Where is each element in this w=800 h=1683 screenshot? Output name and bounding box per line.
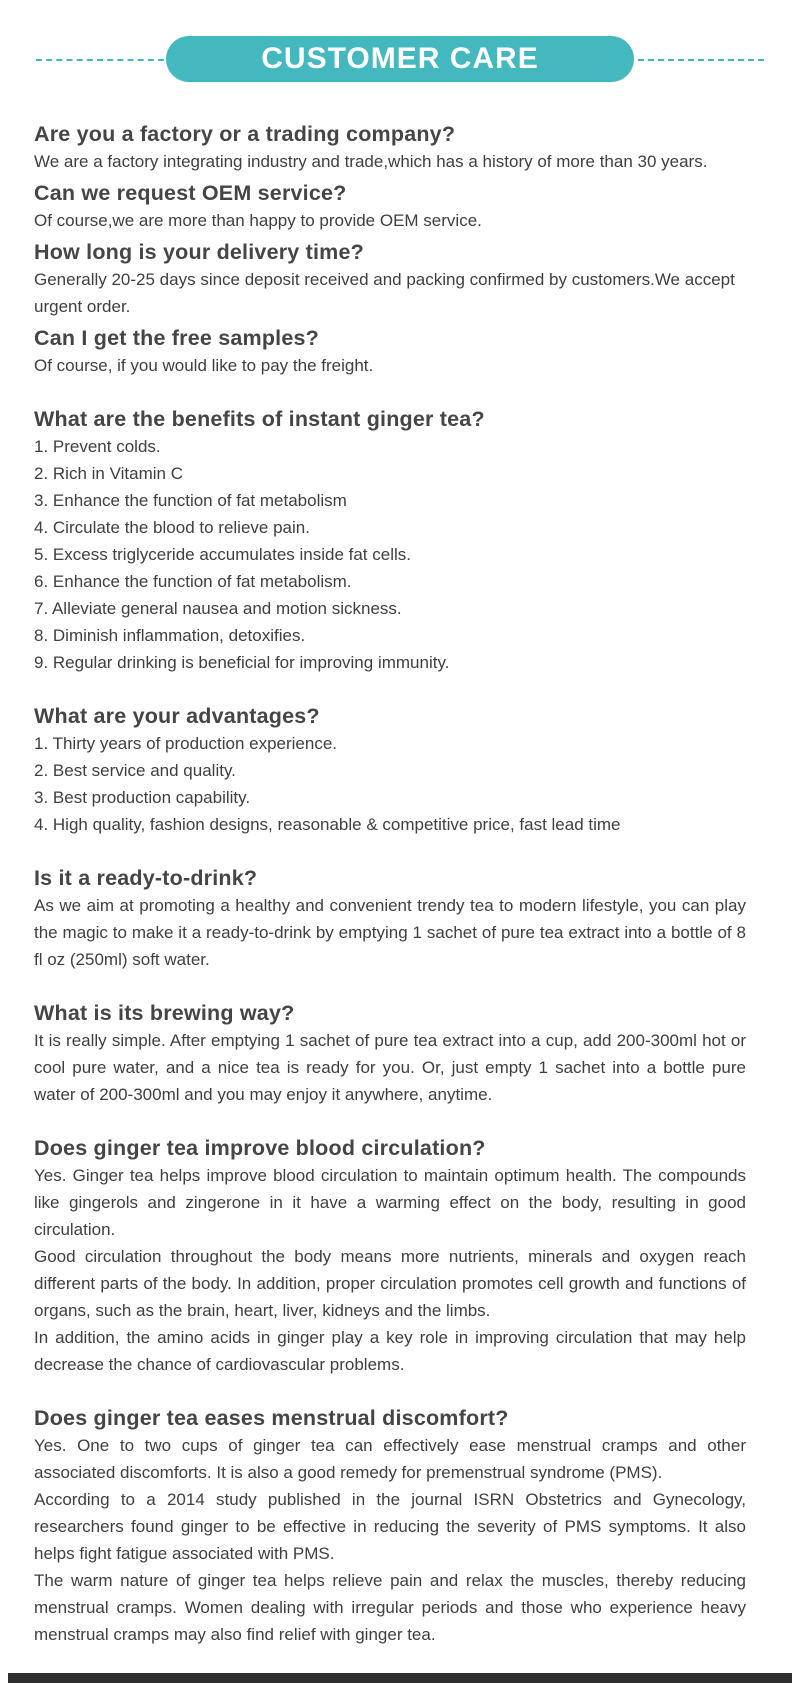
faq-question: What are your advantages? <box>34 704 320 728</box>
faq-list-item: 9. Regular drinking is beneficial for improving immunity. <box>34 653 450 672</box>
faq-list-item: 3. Enhance the function of fat metabolism <box>34 491 347 510</box>
faq-list-item: 3. Best production capability. <box>34 788 251 807</box>
header-dashed-line-right <box>638 59 764 61</box>
faq-answer: Generally 20-25 days since deposit received and packing confirmed by customers.We accept urgent order. <box>34 270 735 316</box>
faq-answer: According to a 2014 study published in the journal ISRN Obstetrics and Gynecology, researchers found ginger to be effective in reducing the severity of PMS symptoms. It also helps fight fatigue associated with PMS. <box>34 1490 746 1563</box>
faq-question: Can I get the free samples? <box>34 326 319 350</box>
header-dashed-line-left <box>36 59 164 61</box>
faq-answer: Of course, if you would like to pay the freight. <box>34 356 374 375</box>
faq-list-item: 4. Circulate the blood to relieve pain. <box>34 518 310 537</box>
faq-question: Does ginger tea eases menstrual discomfort? <box>34 1406 509 1430</box>
faq-question: What is its brewing way? <box>34 1001 295 1025</box>
faq-answer: Of course,we are more than happy to provide OEM service. <box>34 211 482 230</box>
faq-answer: The warm nature of ginger tea helps relieve pain and relax the muscles, thereby reducing menstrual cramps. Women dealing with irregular periods and those who experience heavy menstrual cramps may also find relief with ginger tea. <box>34 1571 746 1644</box>
faq-list-item: 1. Thirty years of production experience. <box>34 734 338 753</box>
section-title: CUSTOMER CARE <box>166 36 634 82</box>
faq-answer: It is really simple. After emptying 1 sachet of pure tea extract into a cup, add 200-300ml hot or cool pure water, and a nice tea is ready for you. Or, just empty 1 sachet into a bottle pure water of 200-300ml and you may enjoy it anywhere, anytime. <box>34 1031 746 1104</box>
section-header <box>0 36 800 82</box>
faq-list <box>34 120 746 1648</box>
faq-question: How long is your delivery time? <box>34 240 364 264</box>
faq-question: Are you a factory or a trading company? <box>34 122 456 146</box>
faq-list-item: 1. Prevent colds. <box>34 437 161 456</box>
faq-answer: We are a factory integrating industry and trade,which has a history of more than 30 years. <box>34 152 708 171</box>
faq-list-item: 2. Best service and quality. <box>34 761 236 780</box>
faq-list-item: 6. Enhance the function of fat metabolism. <box>34 572 352 591</box>
faq-list-item: 8. Diminish inflammation, detoxifies. <box>34 626 306 645</box>
faq-question: Is it a ready-to-drink? <box>34 866 258 890</box>
faq-question: Does ginger tea improve blood circulation? <box>34 1136 486 1160</box>
footer-image-edge <box>8 1673 792 1683</box>
faq-answer: Yes. Ginger tea helps improve blood circulation to maintain optimum health. The compounds like gingerols and zingerone in it have a warming effect on the body, resulting in good circulation. <box>34 1166 746 1239</box>
faq-list-item: 5. Excess triglyceride accumulates inside fat cells. <box>34 545 411 564</box>
faq-answer: In addition, the amino acids in ginger play a key role in improving circulation that may help decrease the chance of cardiovascular problems. <box>34 1328 746 1374</box>
faq-list-item: 4. High quality, fashion designs, reasonable & competitive price, fast lead time <box>34 815 621 834</box>
faq-list-item: 2. Rich in Vitamin C <box>34 464 183 483</box>
faq-answer: Good circulation throughout the body means more nutrients, minerals and oxygen reach different parts of the body. In addition, proper circulation promotes cell growth and functions of organs, such as the brain, heart, liver, kidneys and the limbs. <box>34 1247 746 1320</box>
faq-answer: As we aim at promoting a healthy and convenient trendy tea to modern lifestyle, you can play the magic to make it a ready-to-drink by emptying 1 sachet of pure tea extract into a bottle of 8 fl oz (250ml) soft water. <box>34 896 746 969</box>
faq-question: What are the benefits of instant ginger tea? <box>34 407 485 431</box>
faq-answer: Yes. One to two cups of ginger tea can effectively ease menstrual cramps and other associated discomforts. It is also a good remedy for premenstrual syndrome (PMS). <box>34 1436 746 1482</box>
faq-question: Can we request OEM service? <box>34 181 347 205</box>
faq-list-item: 7. Alleviate general nausea and motion sickness. <box>34 599 402 618</box>
